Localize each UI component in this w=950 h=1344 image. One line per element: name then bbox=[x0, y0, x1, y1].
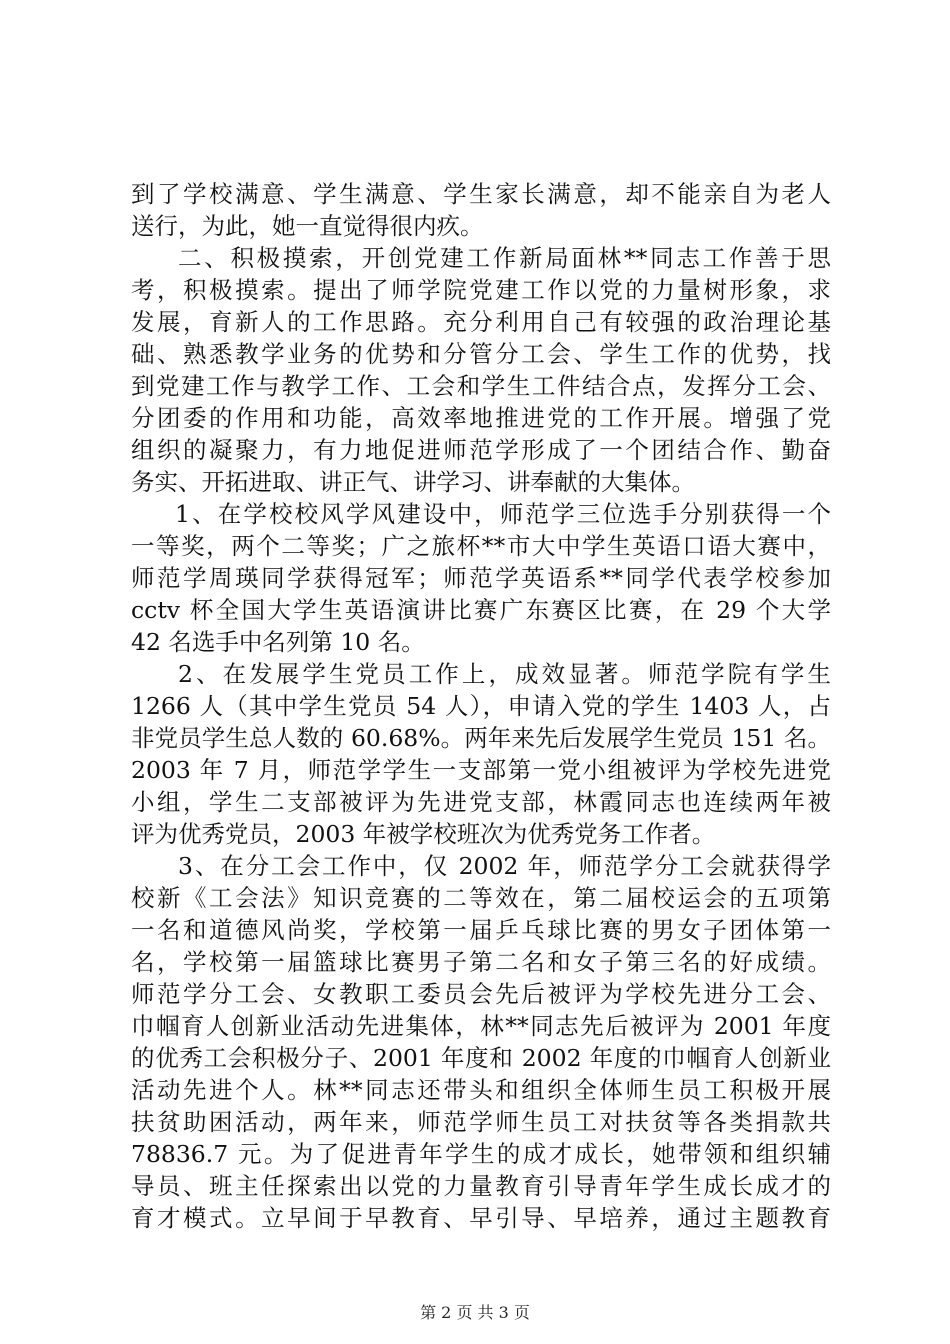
text-line: 一名和道德风尚奖，学校第一届乒乓球比赛的男女子团体第一 bbox=[131, 916, 831, 944]
text-line: 2003 年 7 月，师范学学生一支部第一党小组被评为学校先进党 bbox=[131, 756, 831, 784]
text-line: 巾帼育人创新业活动先进集体，林**同志先后被评为 2001 年度 bbox=[131, 1012, 831, 1040]
section-heading-line: 二、积极摸索，开创党建工作新局面林**同志工作善于思 bbox=[178, 244, 831, 272]
text-line: 考，积极摸索。提出了师学院党建工作以党的力量树形象，求 bbox=[131, 276, 831, 304]
text-line: 名，学校第一届篮球比赛男子第二名和女子第三名的好成绩。 bbox=[131, 948, 831, 976]
text-line: 1266 人（其中学生党员 54 人），申请入党的学生 1403 人，占 bbox=[131, 692, 831, 720]
paragraph-first-line: 2、在发展学生党员工作上，成效显著。师范学院有学生 bbox=[178, 660, 831, 688]
text-line: 非党员学生总人数的 60.68%。两年来先后发展学生党员 151 名。 bbox=[131, 724, 831, 752]
paragraph-first-line: 1、在学校校风学风建设中，师范学三位选手分别获得一个 bbox=[175, 500, 831, 528]
text-line: 评为优秀党员，2003 年被学校班次为优秀党务工作者。 bbox=[131, 820, 716, 848]
text-line: 育才模式。立早间于早教育、早引导、早培养，通过主题教育 bbox=[131, 1204, 831, 1232]
text-line: 发展，育新人的工作思路。充分利用自己有较强的政治理论基 bbox=[131, 308, 831, 336]
text-line: 到了学校满意、学生满意、学生家长满意，却不能亲自为老人 bbox=[131, 180, 831, 208]
text-line: 师范学分工会、女教职工委员会先后被评为学校先进分工会、 bbox=[131, 980, 831, 1008]
text-line: 务实、开拓进取、讲正气、讲学习、讲奉献的大集体。 bbox=[131, 468, 695, 496]
text-line: 师范学周瑛同学获得冠军；师范学英语系**同学代表学校参加 bbox=[131, 564, 831, 592]
page-number-footer: 第 2 页 共 3 页 bbox=[420, 1303, 530, 1322]
text-line: 到党建工作与教学工作、工会和学生工件结合点，发挥分工会、 bbox=[131, 372, 831, 400]
text-line: 扶贫助困活动，两年来，师范学师生员工对扶贫等各类捐款共 bbox=[131, 1108, 831, 1136]
text-line: 校新《工会法》知识竞赛的二等效在，第二届校运会的五项第 bbox=[131, 884, 831, 912]
text-line: 42 名选手中名列第 10 名。 bbox=[131, 628, 425, 656]
text-line: 组织的凝聚力，有力地促进师范学形成了一个团结合作、勤奋 bbox=[131, 436, 831, 464]
text-line: 78836.7 元。为了促进青年学生的成才成长，她带领和组织辅 bbox=[131, 1140, 831, 1168]
paragraph-first-line: 3、在分工会工作中，仅 2002 年，师范学分工会就获得学 bbox=[178, 852, 831, 880]
text-line: 的优秀工会积极分子、2001 年度和 2002 年度的巾帼育人创新业 bbox=[131, 1044, 831, 1072]
text-line: 导员、班主任探索出以党的力量教育引导青年学生成长成才的 bbox=[131, 1172, 831, 1200]
document-body bbox=[131, 178, 831, 1234]
text-line: 分团委的作用和功能，高效率地推进党的工作开展。增强了党 bbox=[131, 404, 831, 432]
text-line: cctv 杯全国大学生英语演讲比赛广东赛区比赛，在 29 个大学 bbox=[131, 596, 831, 624]
text-line: 送行，为此，她一直觉得很内疚。 bbox=[131, 212, 484, 240]
text-line: 础、熟悉教学业务的优势和分管分工会、学生工作的优势，找 bbox=[131, 340, 831, 368]
text-line: 小组，学生二支部被评为先进党支部，林霞同志也连续两年被 bbox=[131, 788, 831, 816]
text-line: 一等奖，两个二等奖；广之旅杯**市大中学生英语口语大赛中， bbox=[131, 532, 831, 560]
text-line: 活动先进个人。林**同志还带头和组织全体师生员工积极开展 bbox=[131, 1076, 831, 1104]
